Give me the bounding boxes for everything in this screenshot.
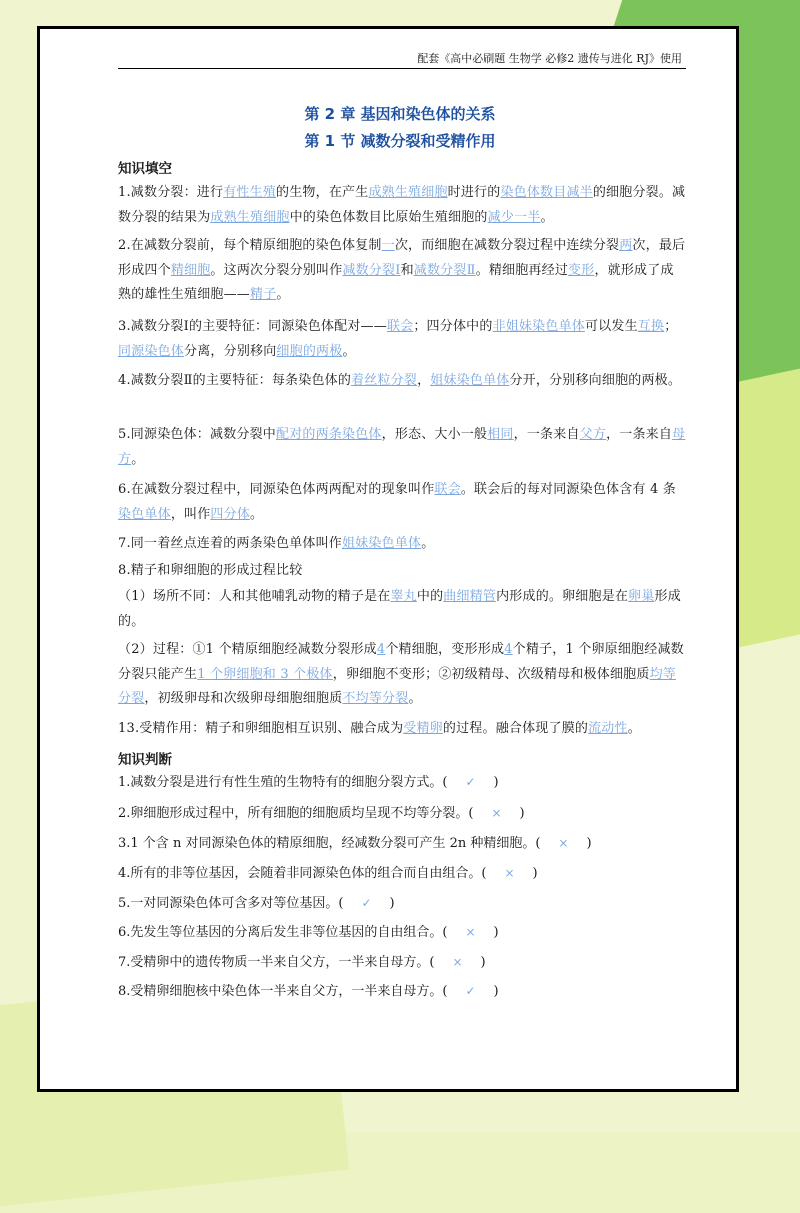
answer: 精细胞	[170, 262, 211, 278]
judgment-item: 2.卵细胞形成过程中，所有细胞的细胞质均呈现不均等分裂。( × )	[118, 801, 525, 826]
answer: 不均等分裂	[342, 691, 409, 706]
answer: 均等分裂	[118, 666, 676, 706]
section-title: 第 1 节 减数分裂和受精作用	[304, 132, 496, 150]
answer: 有性生殖	[223, 185, 277, 200]
answer: 受精卵	[403, 721, 443, 736]
fill-heading: 知识填空	[118, 161, 172, 177]
cross-icon: ×	[504, 866, 515, 880]
paragraph-10: （2）过程：①1 个精原细胞经减数分裂形成4个精细胞，变形形成4个精子，1 个卵原细胞经减数分裂只能产生1 个卵细胞和 3 个极体，卵细胞不变形；②初级精母、次级精母和极体细胞质均等分裂，初级卵母和次级卵母细胞细胞质不均等分裂。	[118, 642, 684, 706]
answer: 精子	[250, 287, 277, 302]
answer: 联会	[434, 482, 461, 497]
cross-icon: ×	[465, 925, 476, 939]
paragraph-2: 2.在减数分裂前，每个精原细胞的染色体复制一次，而细胞在减数分裂过程中连续分裂两次，最后形成四个精细胞。这两次分裂分别叫作减数分裂Ⅰ和减数分裂Ⅱ。精细胞再经过变形，就形成了成熟的雄性生殖细胞——精子。	[118, 238, 686, 302]
page-header: 配套《高中必刷题 生物学 必修2 遗传与进化 RJ》使用	[417, 52, 682, 65]
answer: 同源染色体	[118, 343, 185, 359]
paragraph-1: 1.减数分裂：进行有性生殖的生物，在产生成熟生殖细胞时进行的染色体数目减半的细胞分裂。减数分裂的结果为成熟生殖细胞中的染色体数目比原始生殖细胞的减少一半。	[118, 185, 686, 225]
judgment-item: 6.先发生等位基因的分离后发生非等位基因的自由组合。( × )	[118, 920, 499, 945]
paragraph-8: 8.精子和卵细胞的形成过程比较	[118, 563, 303, 578]
paragraph-4: 4.减数分裂Ⅱ的主要特征：每条染色体的着丝粒分裂，姐妹染色单体分开，分别移向细胞的两极。	[118, 373, 682, 388]
answer: 减少一半	[487, 209, 541, 225]
judgment-item: 7.受精卵中的遗传物质一半来自父方，一半来自母方。( × )	[118, 950, 486, 975]
answer: 互换	[637, 319, 665, 334]
paragraph-6: 6.在减数分裂过程中，同源染色体两两配对的现象叫作联会。联会后的每对同源染色体含有 4 条染色单体，叫作四分体。	[118, 482, 676, 522]
judgment-item: 8.受精卵细胞核中染色体一半来自父方，一半来自母方。( ✓ )	[118, 979, 499, 1004]
paragraph-3: 3.减数分裂Ⅰ的主要特征：同源染色体配对——联会；四分体中的非姐妹染色单体可以发生互换；同源染色体分离，分别移向细胞的两极。	[118, 319, 678, 359]
answer: 联会	[386, 319, 414, 334]
answer: 减数分裂Ⅰ	[342, 262, 401, 278]
cross-icon: ×	[558, 836, 569, 850]
paragraph-9: （1）场所不同：人和其他哺乳动物的精子是在睾丸中的曲细精管内形成的。卵细胞是在卵巢形成的。	[118, 589, 681, 629]
paragraph-5: 5.同源染色体：减数分裂中配对的两条染色体，形态、大小一般相同，一条来自父方，一条来自母方。	[118, 427, 686, 467]
answer: 非姐妹染色单体	[492, 319, 585, 334]
cross-icon: ×	[491, 806, 502, 820]
answer: 姐妹染色单体	[342, 536, 422, 551]
answer: 细胞的两极	[276, 343, 343, 359]
cross-icon: ×	[452, 955, 463, 969]
answer: 曲细精管	[443, 589, 497, 604]
header-divider	[118, 68, 686, 69]
check-icon: ✓	[465, 984, 476, 998]
answer: 染色体数目减半	[500, 185, 593, 200]
answer: 睾丸	[390, 589, 417, 604]
answer: 成熟生殖细胞	[368, 185, 448, 200]
paragraph-7: 7.同一着丝点连着的两条染色单体叫作姐妹染色单体。	[118, 536, 435, 551]
answer: 染色单体	[118, 506, 171, 522]
answer: 相同	[487, 427, 514, 442]
answer: 姐妹染色单体	[430, 373, 510, 388]
judgment-item: 3.1 个含 n 对同源染色体的精原细胞，经减数分裂可产生 2n 种精细胞。( × )	[118, 831, 592, 856]
answer: 1 个卵细胞和 3 个极体	[197, 666, 333, 682]
answer: 两	[619, 238, 633, 253]
answer: 父方	[579, 427, 607, 442]
answer: 配对的两条染色体	[276, 427, 382, 442]
answer: 四分体	[210, 506, 251, 522]
chapter-title: 第 2 章 基因和染色体的关系	[304, 105, 496, 123]
answer: 母方	[118, 427, 686, 467]
check-icon: ✓	[361, 896, 372, 910]
answer: 着丝粒分裂	[351, 373, 418, 388]
paragraph-11: 13.受精作用：精子和卵细胞相互识别、融合成为受精卵的过程。融合体现了膜的流动性。	[118, 721, 641, 736]
answer: 流动性	[588, 721, 628, 736]
answer: 变形	[568, 262, 595, 278]
answer: 减数分裂Ⅱ	[413, 262, 476, 278]
answer: 一	[381, 238, 395, 253]
judgment-item: 1.减数分裂是进行有性生殖的生物特有的细胞分裂方式。( ✓ )	[118, 770, 499, 795]
check-icon: ✓	[465, 775, 476, 789]
answer: 4	[376, 642, 386, 657]
judgment-item: 4.所有的非等位基因，会随着非同源染色体的组合而自由组合。( × )	[118, 861, 538, 886]
judgment-item: 5.一对同源染色体可含多对等位基因。( ✓ )	[118, 891, 395, 916]
answer: 4	[504, 642, 513, 657]
judge-heading: 知识判断	[118, 752, 172, 768]
answer: 成熟生殖细胞	[210, 209, 290, 225]
answer: 卵巢	[628, 589, 655, 604]
